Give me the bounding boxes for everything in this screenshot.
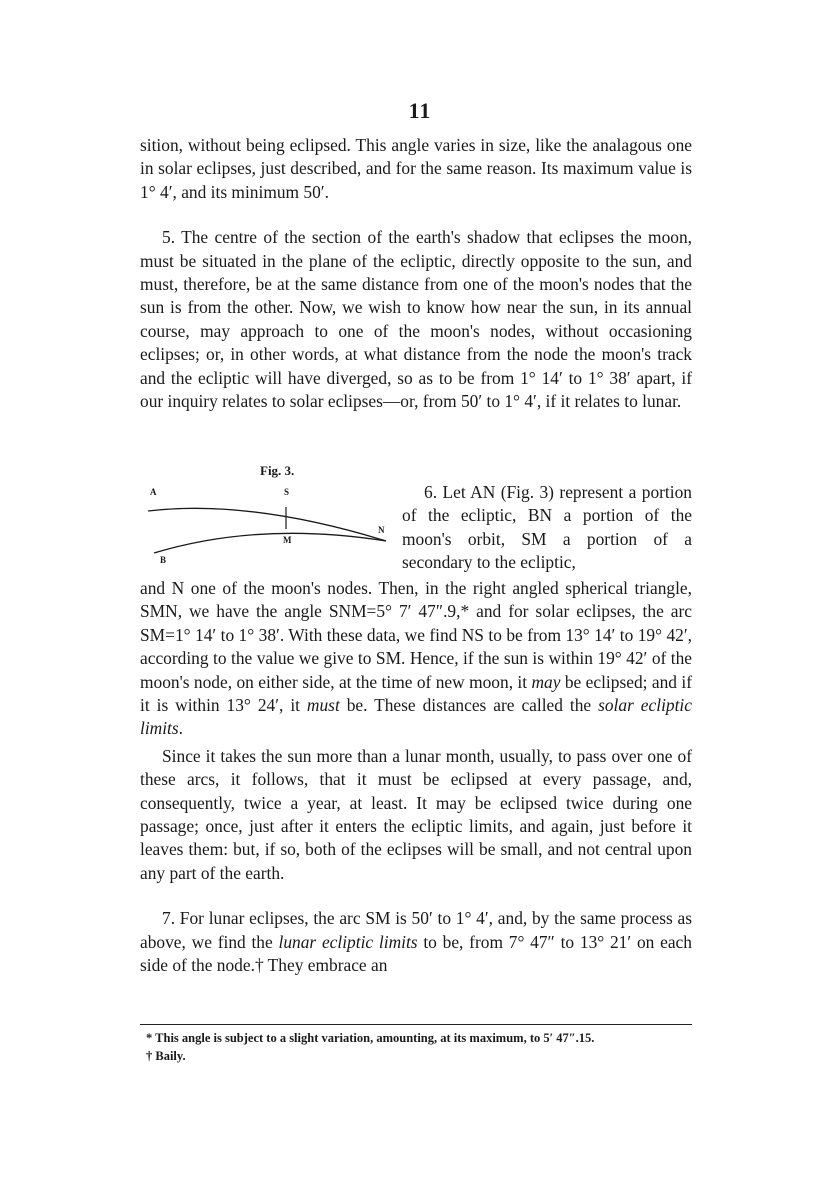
paragraph-continued: sition, without being eclipsed. This angle varies in size, like the analagous one in solar eclipses, just described, and for the same reason. Its maximum value is 1° 4′, and its minimum 50′. bbox=[140, 135, 692, 202]
paragraph-since: Since it takes the sun more than a lunar month, usually, to pass over one of these arcs, it follows, that it must be eclipsed at every passage, and, consequently, twice a year, at least. It may be eclipsed twice during one passage; once, just after it enters the ecliptic limits, and again, just before it leaves them: but, if so, both of the eclipses will be small, and not central upon any part of the earth. bbox=[140, 745, 692, 883]
footnote-2: † Baily. bbox=[146, 1048, 186, 1063]
page-number: 11 bbox=[408, 98, 432, 123]
figure-caption: Fig. 3. bbox=[260, 463, 295, 478]
body-text-top bbox=[140, 134, 692, 413]
label-a: A bbox=[150, 487, 157, 497]
paragraph-7: 7. For lunar eclipses, the arc SM is 50′ to 1° 4′, and, by the same process as above, we find the lunar ecliptic limits to be, from 7° 47″ to 13° 21′ on each side of the node.† They embrace an bbox=[140, 908, 692, 976]
footnote-rule bbox=[140, 1024, 692, 1025]
body-text-bottom bbox=[140, 577, 692, 978]
figure-3 bbox=[140, 459, 692, 577]
paragraph-6-side bbox=[402, 481, 692, 575]
label-m: M bbox=[283, 535, 292, 545]
label-s: S bbox=[284, 487, 290, 497]
footnotes bbox=[146, 1030, 692, 1065]
paragraph-6-start: 6. Let AN (Fig. 3) represent a portion of the ecliptic, BN a portion of the moon's orbit, SM a portion of a secondary to the ecliptic, bbox=[402, 482, 692, 573]
moon-orbit-arc-bn bbox=[154, 533, 386, 553]
label-n: N bbox=[378, 525, 385, 535]
label-b: B bbox=[160, 555, 167, 565]
footnote-1: * This angle is subject to a slight variation, amounting, at its maximum, to 5′ 47″.15. bbox=[146, 1031, 595, 1045]
figure-diagram bbox=[140, 477, 400, 577]
paragraph-6-cont: and N one of the moon's nodes. Then, in the right angled spherical triangle, SMN, we have the angle SNM=5° 7′ 47″.9,* and for solar eclipses, the arc SM=1° 14′ to 1° 38′. With these data, we find NS to be from 13° 14′ to 19° 42′, according to the value we give to SM. Hence, if the sun is within 19° 42′ of the moon's node, on either side, at the time of new moon, it may be eclipsed; and if it is within 13° 24′, it must be. These distances are called the solar ecliptic limits. bbox=[140, 578, 692, 739]
paragraph-5: 5. The centre of the section of the earth's shadow that eclipses the moon, must be situated in the plane of the ecliptic, directly opposite to the sun, and must, therefore, be at the same distance from one of the moon's nodes that the sun is from the other. Now, we wish to know how near the sun, in its annual course, may approach to one of the moon's nodes, without occasioning eclipses; or, in other words, at what distance from the node the moon's track and the ecliptic will have diverged, so as to be from 1° 14′ to 1° 38′ apart, if our inquiry relates to solar eclipses—or, from 50′ to 1° 4′, if it relates to lunar. bbox=[140, 227, 692, 412]
